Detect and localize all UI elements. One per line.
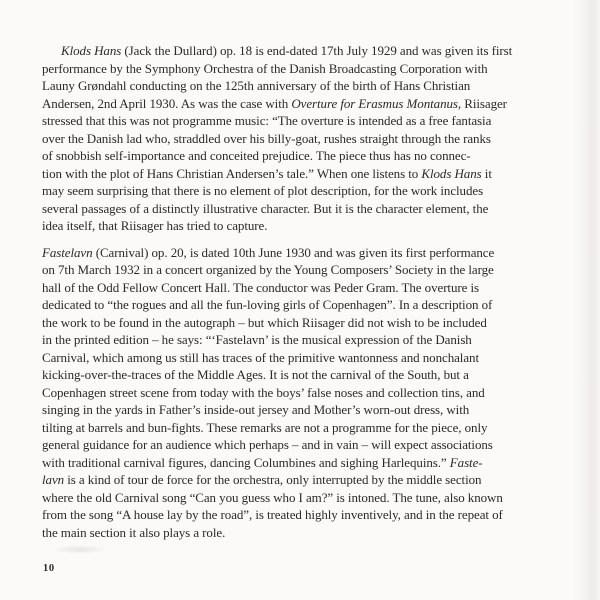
text-run: several passages of a distinctly illustrative character. But it is the character element, the — [42, 200, 489, 216]
text-line — [42, 384, 572, 402]
text-run: kicking-over-the-traces of the Middle Ages. It is not the carnival of the South, but a — [42, 367, 469, 382]
paragraph — [42, 244, 572, 542]
text-line — [42, 296, 572, 314]
text-run: on 7th March 1932 in a concert organized by the Young Composers’ Society in the large — [42, 262, 494, 277]
text-line — [42, 454, 572, 472]
italic-text-run: Fastelavn — [42, 244, 93, 260]
text-run: with traditional carnival figures, dancing Columbines and sighing Harlequins.” — [42, 454, 450, 470]
text-run: stressed that this was not programme music: “The overture is intended as a free fantasia — [42, 113, 492, 128]
text-line — [42, 261, 572, 279]
text-line — [42, 182, 572, 200]
text-run: general guidance for an audience which perhaps – and in vain – will expect associations — [42, 437, 493, 452]
text-run: Copenhagen street scene from today with the boys’ false noses and collection tins, and — [42, 384, 485, 400]
text-line — [42, 279, 572, 297]
text-line — [42, 489, 572, 507]
text-line — [42, 95, 572, 113]
text-run: idea itself, that Riisager has tried to capture. — [42, 218, 268, 233]
scan-edge-shadow — [572, 0, 600, 600]
text-run: of snobbish self-importance and conceited prejudice. The piece thus has no connec- — [42, 148, 471, 163]
text-line — [42, 147, 572, 165]
text-line — [42, 436, 572, 454]
text-line — [42, 42, 572, 60]
text-run: singing in the yards in Father’s inside-out jersey and Mother’s worn-out dress, with — [42, 402, 470, 417]
italic-text-run: lavn — [42, 472, 65, 487]
text-line — [42, 331, 572, 349]
text-line — [42, 524, 572, 542]
scan-smudge-artifact — [52, 545, 108, 554]
text-line — [42, 60, 572, 78]
text-run: may seem surprising that there is no element of plot description, for the work includes — [42, 183, 484, 198]
text-run: tilting at barrels and bun-fights. These remarks are not a programme for the piece, only — [42, 419, 488, 435]
text-line — [42, 130, 572, 148]
text-run: the main section it also plays a role. — [42, 524, 226, 540]
page-number: 10 — [43, 563, 55, 574]
text-run: hall of the Odd Fellow Concert Hall. The conductor was Peder Gram. The overture is — [42, 279, 480, 295]
text-run: (Jack the Dullard) op. 18 is end-dated 17th July 1929 and was given its first — [121, 43, 513, 58]
text-line — [42, 506, 572, 524]
text-run: it — [481, 165, 492, 181]
text-run: over the Danish lad who, straddled over his billy-goat, rushes straight through the ranks — [42, 130, 491, 146]
text-line — [42, 217, 572, 235]
text-line — [42, 112, 572, 130]
text-line — [42, 419, 572, 437]
text-line — [42, 366, 572, 384]
text-run: in the printed edition – he says: “‘Fastelavn’ is the musical expression of the Danish — [42, 332, 472, 347]
paragraph — [42, 42, 572, 235]
text-run: is a kind of tour de force for the orchestra, only interrupted by the middle section — [64, 472, 482, 487]
text-run: the work to be found in the autograph – but which Riisager did not wish to be included — [42, 314, 487, 330]
text-run: tion with the plot of Hans Christian Andersen’s tale.” When one listens to — [42, 165, 422, 181]
text-run: Carnival, which among us still has traces of the primitive wantonness and nonchalant — [42, 349, 479, 365]
text-run: performance by the Symphony Orchestra of the Danish Broadcasting Corporation with — [42, 60, 488, 76]
text-run: dedicated to “the rogues and all the fun-loving girls of Copenhagen”. In a description of — [42, 297, 493, 312]
text-line — [42, 349, 572, 367]
text-line — [42, 200, 572, 218]
text-block — [42, 42, 572, 541]
text-line — [42, 401, 572, 419]
text-line — [42, 244, 572, 262]
text-run: Andersen, 2nd April 1930. As was the case with — [42, 95, 292, 111]
text-run: from the song “A house lay by the road”, is treated highly inventively, and in the repeat of — [42, 507, 503, 522]
italic-text-run: Overture for Erasmus Montanus — [291, 95, 458, 111]
italic-text-run: Klods Hans — [61, 43, 122, 58]
text-line — [42, 471, 572, 489]
text-run: , Riisager — [457, 95, 507, 111]
italic-text-run: Klods Hans — [421, 165, 482, 181]
text-run: where the old Carnival song “Can you guess who I am?” is intoned. The tune, also known — [42, 489, 503, 505]
text-run: Launy Grøndahl conducting on the 125th anniversary of the birth of Hans Christian — [42, 78, 471, 93]
text-line — [42, 77, 572, 95]
text-line — [42, 314, 572, 332]
text-line — [42, 165, 572, 183]
italic-text-run: Faste- — [449, 454, 483, 470]
text-run: (Carnival) op. 20, is dated 10th June 1930 and was given its first performance — [92, 244, 495, 260]
